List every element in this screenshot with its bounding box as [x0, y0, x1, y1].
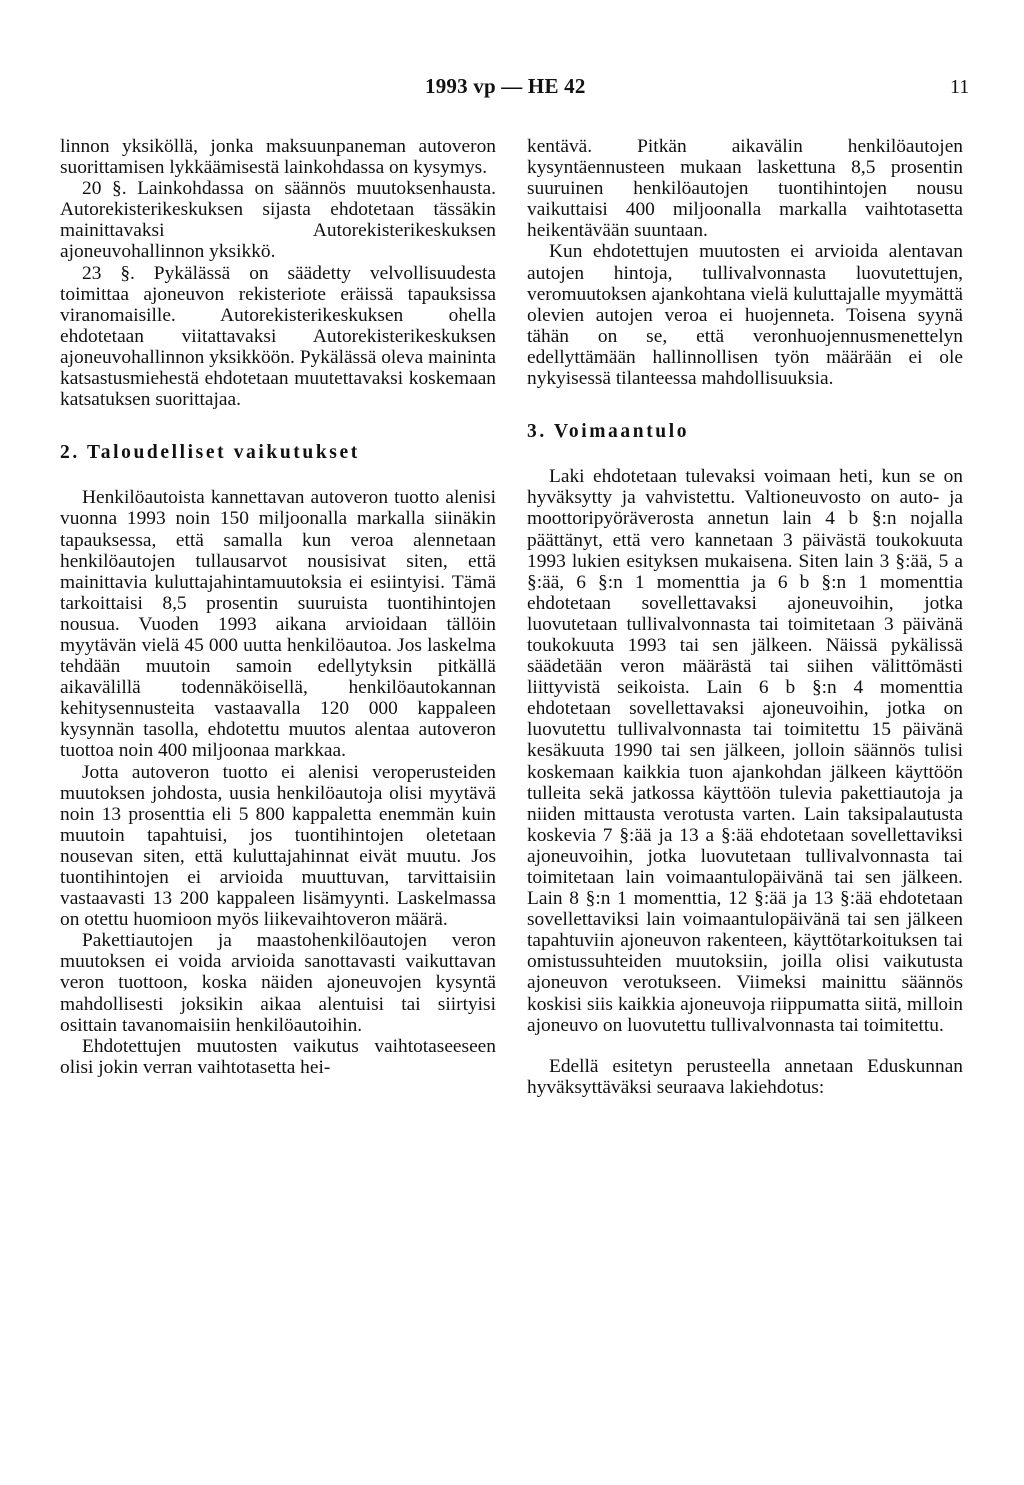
right-column: [527, 136, 963, 1098]
paragraph: Edellä esitetyn perusteella annetaan Eduskunnan hyväksyttäväksi seuraava lakiehdotus:: [527, 1055, 963, 1098]
paragraph: Laki ehdotetaan tulevaksi voimaan heti, kun se on hyväksytty ja vahvistettu. Valtioneuvosto on auto- ja moottoripyöräverosta annetun lain 4 b §:n nojalla päättänyt, että vero kannetaan 3 päivästä toukokuuta 1993 lukien esityksen mukaisena. Siten lain 3 §:ää, 5 a §:ää, 6 §:n 1 momenttia ja 6 b §:n 1 momenttia ehdotetaan sovellettavaksi ajoneuvoihin, jotka luovutetaan tullivalvonnasta tai toimitetaan 3 päivänä toukokuuta 1993 tai sen jälkeen. Näissä pykälissä säädetään veron määrästä tai siihen välittömästi liittyvistä seikoista. Lain 6 b §:n 4 momenttia ehdotetaan sovellettavaksi ajoneuvoihin, jotka on luovutettu tullivalvonnasta tai toimitettu 15 päivänä kesäkuuta 1990 tai sen jälkeen, jolloin säännös tulisi koskemaan kaikkia tuon ajankohdan jälkeen käyttöön tulleita sekä jatkossa käyttöön tulevia pakettiautoja ja niiden mittausta verotusta varten. Lain taksipalautusta koskevia 7 §:ää ja 13 a §:ää ehdotetaan sovellettaviksi ajoneuvoihin, jotka luovutetaan tullivalvonnasta tai toimitetaan lain voimaantulopäivänä tai sen jälkeen. Lain 8 §:n 1 momenttia, 12 §:ää ja 13 §:ää ehdotetaan sovellettaviksi lain voimaantulopäivänä tai sen jälkeen tapahtuviin ajoneuvon rakenteen, käyttötarkoituksen tai omistussuhteiden muutoksiin, joilla olisi vaikutusta ajoneuvon verotukseen. Viimeksi mainittu säännös koskisi siis kaikkia ajoneuvoja riippumatta siitä, milloin ajoneuvo on luovutettu tullivalvonnasta tai toimitettu.: [527, 466, 963, 1036]
page-number: 11: [950, 76, 970, 98]
paragraph: Jotta autoveron tuotto ei alenisi veroperusteiden muutoksen johdosta, uusia henkilöautoja olisi myytävä noin 13 prosenttia eli 5 800 kappaletta enemmän kuin muutoin tapahtuisi, jos tuontihintojen oletetaan nousevan siten, että kuluttajahinnat eivät muutu. Jos tuontihintojen ei arvioida muuttuvan, tarvittaisiin vastaavasti 13 200 kappaleen lisämyynti. Laskelmassa on otettu huomioon myös liikevaihtoveron määrä.: [60, 761, 496, 931]
left-column: [60, 136, 496, 1078]
section-heading: 2. Taloudelliset vaikutukset: [60, 442, 360, 464]
paragraph: Kun ehdotettujen muutosten ei arvioida alentavan autojen hintoja, tullivalvonnasta luovutettujen, veromuutoksen ajankohtana vielä kuluttajalle myymättä olevien autojen veroa ei huojenneta. Toisena syynä tähän on se, että veronhuojennusmenettelyn edellyttämään hallinnollisen työn määrään ei ole nykyisessä tilanteessa mahdollisuuksia.: [527, 241, 963, 390]
page-header: [0, 74, 1024, 104]
paragraph: 20 §. Lainkohdassa on säännös muutoksenhausta. Autorekisterikeskuksen sijasta ehdotetaan tässäkin mainittavaksi Autorekisterikeskuksen ajoneuvohallinnon yksikkö.: [60, 178, 496, 263]
paragraph: Henkilöautoista kannettavan autoveron tuotto alenisi vuonna 1993 noin 150 miljoonalla markalla siinäkin tapauksessa, että samalla kun veroa alennetaan henkilöautojen tullausarvot nousisivat siten, että mainittavia kuluttajahintamuutoksia ei esiintyisi. Tämä tarkoittaisi 8,5 prosentin suuruista tuontihintojen nousua. Vuoden 1993 aikana arvioidaan tällöin myytävän vielä 45 000 uutta henkilöautoa. Jos laskelma tehdään muutoin samoin edellytyksin pitkällä aikavälillä todennäköisellä, henkilöautokannan kehitysennusteita vastaavalla 120 000 kappaleen kysynnän tasolla, ehdotettu muutos alentaa autoveron tuottoa noin 400 miljoonaa markkaa.: [60, 487, 496, 762]
paragraph: Ehdotettujen muutosten vaikutus vaihtotaseeseen olisi jokin verran vaihtotasetta hei-: [60, 1035, 496, 1078]
paragraph: kentävä. Pitkän aikavälin henkilöautojen kysyntäennusteen mukaan laskettuna 8,5 prosentin suuruinen henkilöautojen tuontihintojen nousu vaikuttaisi 400 miljoonalla markalla vaihtotasetta heikentävään suuntaan.: [527, 136, 963, 242]
paragraph: 23 §. Pykälässä on säädetty velvollisuudesta toimittaa ajoneuvon rekisteriote eräissä tapauksissa viranomaisille. Autorekisterikeskuksen ohella ehdotetaan viitattavaksi Autorekisterikeskuksen ajoneuvohallinnon yksikköön. Pykälässä oleva maininta katsastusmiehestä ehdotetaan muutettavaksi koskemaan katsatuksen suorittajaa.: [60, 262, 496, 411]
header-title: 1993 vp — HE 42: [425, 74, 586, 98]
section-heading: 3. Voimaantulo: [527, 421, 690, 443]
paragraph: Pakettiautojen ja maastohenkilöautojen veron muutoksen ei voida arvioida sanottavasti vaikuttavan veron tuottoon, koska näiden ajoneuvojen kysyntä mahdollisesti joksikin aikaa alentuisi tai siirtyisi osittain tavanomaisiin henkilöautoihin.: [60, 930, 496, 1036]
paragraph: linnon yksiköllä, jonka maksuunpaneman autoveron suorittamisen lykkäämisestä lainkohdassa on kysymys.: [60, 136, 496, 179]
